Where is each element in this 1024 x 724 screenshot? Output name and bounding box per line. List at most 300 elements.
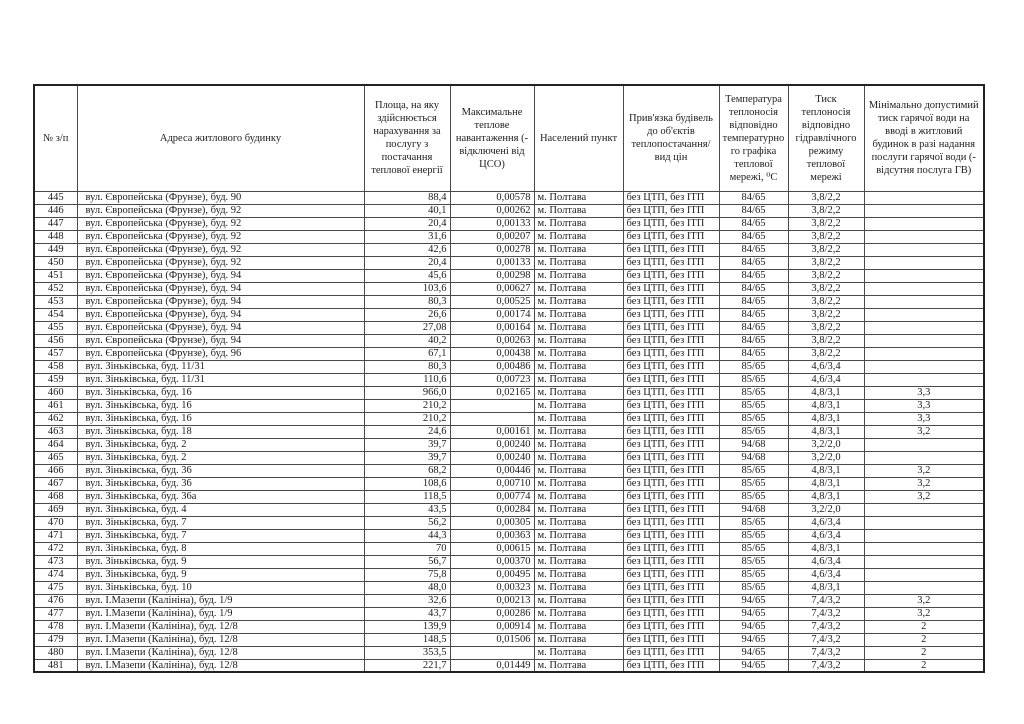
cell-address: вул. Зіньківська, буд. 16 [77, 412, 364, 425]
table-row [34, 451, 984, 464]
cell-address: вул. І.Мазепи (Калініна), буд. 12/8 [77, 659, 364, 672]
cell-heat-supply-link: без ЦТП, без ІТП [623, 282, 719, 295]
cell-row-number: 448 [34, 230, 77, 243]
cell-temperature-schedule: 94/65 [719, 607, 788, 620]
table-row [34, 282, 984, 295]
cell-area: 221,7 [364, 659, 450, 672]
cell-area: 39,7 [364, 438, 450, 451]
cell-heat-supply-link: без ЦТП, без ІТП [623, 321, 719, 334]
table-row [34, 620, 984, 633]
cell-settlement: м. Полтава [534, 282, 623, 295]
cell-address: вул. Зіньківська, буд. 11/31 [77, 373, 364, 386]
cell-row-number: 473 [34, 555, 77, 568]
cell-max-heat-load [450, 646, 534, 659]
cell-pressure: 4,6/3,4 [788, 529, 864, 542]
table-header [34, 85, 984, 191]
cell-row-number: 445 [34, 191, 77, 204]
cell-settlement: м. Полтава [534, 568, 623, 581]
cell-pressure: 3,8/2,2 [788, 256, 864, 269]
cell-max-heat-load: 0,00298 [450, 269, 534, 282]
cell-settlement: м. Полтава [534, 646, 623, 659]
cell-area: 67,1 [364, 347, 450, 360]
cell-max-heat-load: 0,01449 [450, 659, 534, 672]
cell-settlement: м. Полтава [534, 451, 623, 464]
cell-max-heat-load [450, 399, 534, 412]
cell-pressure: 7,4/3,2 [788, 659, 864, 672]
cell-temperature-schedule: 85/65 [719, 425, 788, 438]
cell-address: вул. Європейська (Фрунзе), буд. 92 [77, 243, 364, 256]
cell-max-heat-load: 0,00525 [450, 295, 534, 308]
cell-temperature-schedule: 85/65 [719, 542, 788, 555]
cell-max-heat-load: 0,00286 [450, 607, 534, 620]
column-header: № з/п [34, 85, 77, 191]
cell-area: 80,3 [364, 360, 450, 373]
cell-area: 966,0 [364, 386, 450, 399]
cell-pressure: 4,6/3,4 [788, 516, 864, 529]
cell-row-number: 472 [34, 542, 77, 555]
cell-min-hot-water-pressure [864, 438, 984, 451]
cell-temperature-schedule: 85/65 [719, 490, 788, 503]
cell-area: 108,6 [364, 477, 450, 490]
cell-pressure: 3,8/2,2 [788, 217, 864, 230]
cell-temperature-schedule: 94/68 [719, 503, 788, 516]
cell-area: 44,3 [364, 529, 450, 542]
cell-address: вул. Зіньківська, буд. 11/31 [77, 360, 364, 373]
cell-row-number: 474 [34, 568, 77, 581]
cell-min-hot-water-pressure: 3,2 [864, 425, 984, 438]
cell-min-hot-water-pressure [864, 347, 984, 360]
cell-heat-supply-link: без ЦТП, без ІТП [623, 490, 719, 503]
cell-temperature-schedule: 84/65 [719, 243, 788, 256]
cell-max-heat-load: 0,00370 [450, 555, 534, 568]
cell-pressure: 3,8/2,2 [788, 243, 864, 256]
cell-min-hot-water-pressure [864, 256, 984, 269]
cell-row-number: 464 [34, 438, 77, 451]
cell-min-hot-water-pressure [864, 451, 984, 464]
cell-row-number: 467 [34, 477, 77, 490]
cell-min-hot-water-pressure [864, 230, 984, 243]
table-body [34, 191, 984, 672]
cell-row-number: 455 [34, 321, 77, 334]
table-row [34, 334, 984, 347]
cell-area: 20,4 [364, 256, 450, 269]
cell-settlement: м. Полтава [534, 295, 623, 308]
cell-pressure: 7,4/3,2 [788, 633, 864, 646]
cell-address: вул. І.Мазепи (Калініна), буд. 12/8 [77, 646, 364, 659]
cell-heat-supply-link: без ЦТП, без ІТП [623, 360, 719, 373]
cell-row-number: 460 [34, 386, 77, 399]
cell-max-heat-load: 0,00774 [450, 490, 534, 503]
cell-max-heat-load: 0,00446 [450, 464, 534, 477]
cell-heat-supply-link: без ЦТП, без ІТП [623, 295, 719, 308]
cell-heat-supply-link: без ЦТП, без ІТП [623, 269, 719, 282]
cell-area: 26,6 [364, 308, 450, 321]
cell-area: 68,2 [364, 464, 450, 477]
cell-max-heat-load: 0,00164 [450, 321, 534, 334]
cell-settlement: м. Полтава [534, 529, 623, 542]
cell-heat-supply-link: без ЦТП, без ІТП [623, 451, 719, 464]
cell-pressure: 3,8/2,2 [788, 204, 864, 217]
cell-max-heat-load: 0,00486 [450, 360, 534, 373]
cell-pressure: 3,2/2,0 [788, 503, 864, 516]
table-row [34, 555, 984, 568]
cell-address: вул. Зіньківська, буд. 18 [77, 425, 364, 438]
cell-area: 210,2 [364, 412, 450, 425]
cell-row-number: 477 [34, 607, 77, 620]
cell-temperature-schedule: 85/65 [719, 581, 788, 594]
cell-min-hot-water-pressure: 2 [864, 633, 984, 646]
cell-temperature-schedule: 94/65 [719, 620, 788, 633]
cell-max-heat-load: 0,00240 [450, 438, 534, 451]
cell-heat-supply-link: без ЦТП, без ІТП [623, 659, 719, 672]
cell-min-hot-water-pressure: 3,3 [864, 399, 984, 412]
cell-temperature-schedule: 84/65 [719, 321, 788, 334]
cell-temperature-schedule: 85/65 [719, 386, 788, 399]
cell-address: вул. І.Мазепи (Калініна), буд. 1/9 [77, 607, 364, 620]
cell-address: вул. Європейська (Фрунзе), буд. 94 [77, 282, 364, 295]
cell-area: 139,9 [364, 620, 450, 633]
cell-pressure: 3,8/2,2 [788, 191, 864, 204]
cell-row-number: 459 [34, 373, 77, 386]
table-row [34, 490, 984, 503]
cell-row-number: 466 [34, 464, 77, 477]
table-row [34, 373, 984, 386]
table-row [34, 191, 984, 204]
cell-row-number: 475 [34, 581, 77, 594]
cell-pressure: 4,6/3,4 [788, 568, 864, 581]
cell-pressure: 4,8/3,1 [788, 399, 864, 412]
cell-pressure: 4,8/3,1 [788, 386, 864, 399]
table-row [34, 425, 984, 438]
cell-pressure: 3,8/2,2 [788, 295, 864, 308]
cell-max-heat-load: 0,00914 [450, 620, 534, 633]
cell-heat-supply-link: без ЦТП, без ІТП [623, 230, 719, 243]
cell-temperature-schedule: 84/65 [719, 230, 788, 243]
cell-address: вул. Європейська (Фрунзе), буд. 94 [77, 308, 364, 321]
cell-address: вул. І.Мазепи (Калініна), буд. 1/9 [77, 594, 364, 607]
cell-heat-supply-link: без ЦТП, без ІТП [623, 308, 719, 321]
cell-min-hot-water-pressure [864, 373, 984, 386]
table-row [34, 230, 984, 243]
cell-row-number: 461 [34, 399, 77, 412]
cell-area: 32,6 [364, 594, 450, 607]
cell-area: 39,7 [364, 451, 450, 464]
cell-address: вул. Зіньківська, буд. 2 [77, 438, 364, 451]
cell-heat-supply-link: без ЦТП, без ІТП [623, 334, 719, 347]
cell-heat-supply-link: без ЦТП, без ІТП [623, 191, 719, 204]
cell-settlement: м. Полтава [534, 555, 623, 568]
cell-area: 75,8 [364, 568, 450, 581]
cell-pressure: 4,6/3,4 [788, 373, 864, 386]
cell-min-hot-water-pressure [864, 191, 984, 204]
cell-area: 43,7 [364, 607, 450, 620]
table-row [34, 321, 984, 334]
cell-settlement: м. Полтава [534, 620, 623, 633]
cell-settlement: м. Полтава [534, 633, 623, 646]
cell-max-heat-load: 0,00213 [450, 594, 534, 607]
cell-pressure: 4,8/3,1 [788, 542, 864, 555]
cell-settlement: м. Полтава [534, 594, 623, 607]
column-header: Адреса житлового будинку [77, 85, 364, 191]
cell-area: 118,5 [364, 490, 450, 503]
cell-settlement: м. Полтава [534, 373, 623, 386]
cell-address: вул. Європейська (Фрунзе), буд. 94 [77, 269, 364, 282]
cell-address: вул. Європейська (Фрунзе), буд. 90 [77, 191, 364, 204]
cell-address: вул. І.Мазепи (Калініна), буд. 12/8 [77, 620, 364, 633]
cell-max-heat-load: 0,00323 [450, 581, 534, 594]
cell-address: вул. Зіньківська, буд. 4 [77, 503, 364, 516]
cell-row-number: 469 [34, 503, 77, 516]
cell-min-hot-water-pressure [864, 542, 984, 555]
cell-min-hot-water-pressure [864, 282, 984, 295]
table-row [34, 438, 984, 451]
cell-row-number: 476 [34, 594, 77, 607]
cell-heat-supply-link: без ЦТП, без ІТП [623, 607, 719, 620]
cell-area: 24,6 [364, 425, 450, 438]
cell-area: 20,4 [364, 217, 450, 230]
table-row [34, 256, 984, 269]
cell-heat-supply-link: без ЦТП, без ІТП [623, 425, 719, 438]
cell-address: вул. Європейська (Фрунзе), буд. 96 [77, 347, 364, 360]
cell-min-hot-water-pressure: 3,3 [864, 412, 984, 425]
cell-area: 353,5 [364, 646, 450, 659]
cell-temperature-schedule: 94/65 [719, 646, 788, 659]
cell-heat-supply-link: без ЦТП, без ІТП [623, 542, 719, 555]
cell-address: вул. Європейська (Фрунзе), буд. 92 [77, 230, 364, 243]
cell-heat-supply-link: без ЦТП, без ІТП [623, 438, 719, 451]
cell-heat-supply-link: без ЦТП, без ІТП [623, 529, 719, 542]
cell-heat-supply-link: без ЦТП, без ІТП [623, 412, 719, 425]
cell-temperature-schedule: 85/65 [719, 464, 788, 477]
cell-settlement: м. Полтава [534, 516, 623, 529]
cell-area: 80,3 [364, 295, 450, 308]
cell-heat-supply-link: без ЦТП, без ІТП [623, 204, 719, 217]
cell-settlement: м. Полтава [534, 360, 623, 373]
cell-settlement: м. Полтава [534, 269, 623, 282]
cell-max-heat-load: 0,01506 [450, 633, 534, 646]
cell-pressure: 7,4/3,2 [788, 646, 864, 659]
column-header: Прив'язка будівель до об'єктів теплопостачання/ вид цін [623, 85, 719, 191]
cell-address: вул. Європейська (Фрунзе), буд. 92 [77, 204, 364, 217]
cell-area: 103,6 [364, 282, 450, 295]
table-header-row [34, 85, 984, 191]
table-row [34, 594, 984, 607]
cell-area: 210,2 [364, 399, 450, 412]
cell-heat-supply-link: без ЦТП, без ІТП [623, 516, 719, 529]
cell-min-hot-water-pressure: 3,2 [864, 464, 984, 477]
cell-settlement: м. Полтава [534, 347, 623, 360]
cell-temperature-schedule: 94/65 [719, 594, 788, 607]
cell-temperature-schedule: 84/65 [719, 295, 788, 308]
cell-max-heat-load: 0,00615 [450, 542, 534, 555]
cell-row-number: 479 [34, 633, 77, 646]
cell-heat-supply-link: без ЦТП, без ІТП [623, 373, 719, 386]
cell-min-hot-water-pressure [864, 295, 984, 308]
cell-address: вул. Зіньківська, буд. 16 [77, 399, 364, 412]
cell-area: 110,6 [364, 373, 450, 386]
cell-pressure: 3,8/2,2 [788, 321, 864, 334]
cell-max-heat-load: 0,00495 [450, 568, 534, 581]
cell-max-heat-load: 0,00278 [450, 243, 534, 256]
cell-pressure: 4,8/3,1 [788, 412, 864, 425]
cell-row-number: 468 [34, 490, 77, 503]
cell-row-number: 480 [34, 646, 77, 659]
cell-heat-supply-link: без ЦТП, без ІТП [623, 386, 719, 399]
table-row [34, 360, 984, 373]
cell-temperature-schedule: 85/65 [719, 568, 788, 581]
cell-area: 43,5 [364, 503, 450, 516]
cell-settlement: м. Полтава [534, 659, 623, 672]
cell-row-number: 458 [34, 360, 77, 373]
cell-pressure: 3,8/2,2 [788, 334, 864, 347]
cell-settlement: м. Полтава [534, 386, 623, 399]
cell-max-heat-load [450, 412, 534, 425]
cell-heat-supply-link: без ЦТП, без ІТП [623, 477, 719, 490]
heating-buildings-table [33, 84, 985, 673]
cell-min-hot-water-pressure: 2 [864, 646, 984, 659]
cell-row-number: 453 [34, 295, 77, 308]
cell-max-heat-load: 0,00263 [450, 334, 534, 347]
cell-max-heat-load: 0,00262 [450, 204, 534, 217]
cell-pressure: 3,8/2,2 [788, 308, 864, 321]
column-header: Площа, на яку здійснюється нарахування за послугу з постачання теплової енергії [364, 85, 450, 191]
cell-max-heat-load: 0,00207 [450, 230, 534, 243]
cell-min-hot-water-pressure: 3,3 [864, 386, 984, 399]
cell-min-hot-water-pressure [864, 217, 984, 230]
cell-row-number: 446 [34, 204, 77, 217]
cell-settlement: м. Полтава [534, 438, 623, 451]
cell-row-number: 463 [34, 425, 77, 438]
cell-pressure: 3,2/2,0 [788, 451, 864, 464]
cell-address: вул. Зіньківська, буд. 36а [77, 490, 364, 503]
cell-temperature-schedule: 85/65 [719, 360, 788, 373]
cell-address: вул. Європейська (Фрунзе), буд. 94 [77, 295, 364, 308]
table-row [34, 399, 984, 412]
cell-heat-supply-link: без ЦТП, без ІТП [623, 347, 719, 360]
cell-min-hot-water-pressure [864, 516, 984, 529]
cell-min-hot-water-pressure [864, 555, 984, 568]
cell-pressure: 4,6/3,4 [788, 555, 864, 568]
cell-address: вул. Європейська (Фрунзе), буд. 92 [77, 256, 364, 269]
cell-temperature-schedule: 85/65 [719, 373, 788, 386]
cell-settlement: м. Полтава [534, 321, 623, 334]
cell-settlement: м. Полтава [534, 412, 623, 425]
cell-temperature-schedule: 84/65 [719, 217, 788, 230]
cell-row-number: 447 [34, 217, 77, 230]
cell-row-number: 465 [34, 451, 77, 464]
cell-area: 31,6 [364, 230, 450, 243]
cell-area: 40,2 [364, 334, 450, 347]
table-row [34, 412, 984, 425]
cell-pressure: 3,8/2,2 [788, 269, 864, 282]
cell-address: вул. Зіньківська, буд. 36 [77, 477, 364, 490]
cell-heat-supply-link: без ЦТП, без ІТП [623, 568, 719, 581]
cell-temperature-schedule: 84/65 [719, 347, 788, 360]
cell-row-number: 452 [34, 282, 77, 295]
cell-address: вул. Зіньківська, буд. 7 [77, 516, 364, 529]
cell-min-hot-water-pressure [864, 243, 984, 256]
cell-area: 70 [364, 542, 450, 555]
cell-max-heat-load: 0,00578 [450, 191, 534, 204]
table-row [34, 347, 984, 360]
cell-pressure: 3,2/2,0 [788, 438, 864, 451]
column-header: Мінімально допустимий тиск гарячої води на вводі в житловий будинок в разі надання послуги гарячої води (-відсутня послуга ГВ) [864, 85, 984, 191]
cell-max-heat-load: 0,00161 [450, 425, 534, 438]
cell-row-number: 471 [34, 529, 77, 542]
cell-heat-supply-link: без ЦТП, без ІТП [623, 243, 719, 256]
cell-area: 42,6 [364, 243, 450, 256]
cell-heat-supply-link: без ЦТП, без ІТП [623, 633, 719, 646]
cell-settlement: м. Полтава [534, 256, 623, 269]
cell-settlement: м. Полтава [534, 217, 623, 230]
cell-row-number: 449 [34, 243, 77, 256]
cell-temperature-schedule: 94/68 [719, 438, 788, 451]
cell-min-hot-water-pressure [864, 581, 984, 594]
cell-address: вул. Зіньківська, буд. 36 [77, 464, 364, 477]
cell-address: вул. Зіньківська, буд. 8 [77, 542, 364, 555]
table-row [34, 503, 984, 516]
column-header: Максимальне теплове навантаження (-відключені від ЦСО) [450, 85, 534, 191]
table-row [34, 269, 984, 282]
cell-min-hot-water-pressure: 2 [864, 659, 984, 672]
cell-temperature-schedule: 84/65 [719, 269, 788, 282]
cell-pressure: 4,8/3,1 [788, 464, 864, 477]
table-row [34, 516, 984, 529]
table-row [34, 633, 984, 646]
table-row [34, 568, 984, 581]
cell-settlement: м. Полтава [534, 399, 623, 412]
cell-pressure: 7,4/3,2 [788, 620, 864, 633]
cell-address: вул. Європейська (Фрунзе), буд. 94 [77, 334, 364, 347]
cell-heat-supply-link: без ЦТП, без ІТП [623, 256, 719, 269]
cell-min-hot-water-pressure [864, 308, 984, 321]
cell-settlement: м. Полтава [534, 243, 623, 256]
cell-settlement: м. Полтава [534, 607, 623, 620]
cell-pressure: 3,8/2,2 [788, 282, 864, 295]
cell-settlement: м. Полтава [534, 308, 623, 321]
cell-row-number: 457 [34, 347, 77, 360]
cell-heat-supply-link: без ЦТП, без ІТП [623, 620, 719, 633]
cell-heat-supply-link: без ЦТП, без ІТП [623, 503, 719, 516]
table-row [34, 607, 984, 620]
cell-settlement: м. Полтава [534, 581, 623, 594]
table-row [34, 308, 984, 321]
table-row [34, 529, 984, 542]
cell-row-number: 450 [34, 256, 77, 269]
cell-pressure: 4,8/3,1 [788, 425, 864, 438]
cell-address: вул. Зіньківська, буд. 10 [77, 581, 364, 594]
cell-max-heat-load: 0,00627 [450, 282, 534, 295]
cell-address: вул. Зіньківська, буд. 2 [77, 451, 364, 464]
cell-settlement: м. Полтава [534, 490, 623, 503]
cell-temperature-schedule: 85/65 [719, 555, 788, 568]
cell-max-heat-load: 0,00174 [450, 308, 534, 321]
cell-area: 40,1 [364, 204, 450, 217]
cell-min-hot-water-pressure [864, 269, 984, 282]
cell-address: вул. І.Мазепи (Калініна), буд. 12/8 [77, 633, 364, 646]
cell-pressure: 7,4/3,2 [788, 594, 864, 607]
cell-address: вул. Зіньківська, буд. 7 [77, 529, 364, 542]
cell-pressure: 4,8/3,1 [788, 490, 864, 503]
cell-address: вул. Європейська (Фрунзе), буд. 92 [77, 217, 364, 230]
table-row [34, 581, 984, 594]
cell-row-number: 470 [34, 516, 77, 529]
cell-temperature-schedule: 85/65 [719, 477, 788, 490]
cell-min-hot-water-pressure [864, 529, 984, 542]
table-row [34, 204, 984, 217]
cell-area: 88,4 [364, 191, 450, 204]
cell-heat-supply-link: без ЦТП, без ІТП [623, 594, 719, 607]
